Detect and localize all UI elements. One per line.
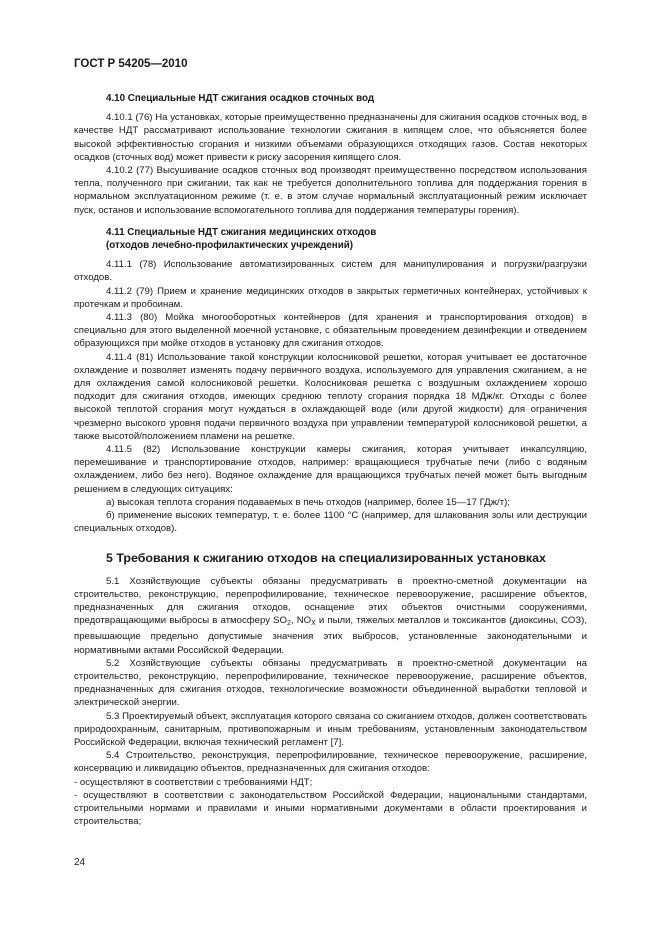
paragraph-5-2: 5.2 Хозяйствующие субъекты обязаны предусматривать в проектно-сметной документации на строительство, реконструкцию, перепрофилирование, техническое перевооружение, расширение объектов, предназначенных для сжигания отходов, технологические возможности объединенной выработки тепловой и электрической энергии. — [74, 657, 587, 709]
paragraph-4-11-1: 4.11.1 (78) Использование автоматизированных систем для манипулирования и погрузки/разгрузки отходов. — [74, 259, 587, 284]
paragraph-4-10-1: 4.10.1 (76) На установках, которые преимущественно предназначены для сжигания осадков сточных вод, в качестве НДТ рассматривают использование технологии сжигания в кипящем слое, что объясняется более высокой эффективностью сгорания и низкими объемами образующихся отходящих газов. Состав некоторых осадков (сточных вод) может привести к риску засорения кипящего слоя. — [74, 112, 587, 163]
paragraph-4-10-2: 4.10.2 (77) Высушивание осадков сточных вод производят преимущественно посредством использования тепла, полученного при сжигании, так как не требуется дополнительного топлива для поддержания горения в нормальном эксплуатационном режиме (т. е. в этом случае нормальный эксплуатационный режим исключает пуск, останов и использование вспомогательного топлива для поддержания температуры горения). — [74, 165, 587, 216]
paragraph-5-4: 5.4 Строительство, реконструкция, перепрофилирование, техническое перевооружение, расширение, консервацию и ликвидацию объектов, предназначенных для сжигания отходов: — [74, 750, 587, 775]
page-number: 24 — [74, 857, 86, 868]
bullet-item-2: - осуществляют в соответствии с законодательством Российской Федерации, национальными стандартами, строительными нормами и правилами и иными нормативными документами в области проектирования и строительства; — [74, 789, 587, 828]
page-body — [74, 92, 587, 828]
section-5-heading: 5 Требования к сжиганию отходов на специализированных установках — [106, 550, 546, 565]
paragraph-5-1-text-b: , NO — [290, 615, 312, 627]
paragraph-4-11-2: 4.11.2 (79) Прием и хранение медицинских отходов в закрытых герметичных контейнерах, устойчивых к протечкам и пробоинам. — [74, 285, 587, 310]
so2-subscript: 2 — [287, 620, 291, 628]
paragraph-5-3: 5.3 Проектируемый объект, эксплуатация которого связана со сжиганием отходов, должен соответствовать природоохранным, санитарным, противопожарным и иным требованиям, установленным законодательством Российской Федерации, включая технический регламент [7]. — [74, 710, 587, 748]
paragraph-5-1 — [74, 575, 587, 657]
nox-subscript: X — [311, 620, 316, 628]
section-4-10-heading: 4.10 Специальные НДТ сжигания осадков сточных вод — [106, 93, 375, 104]
document-code-header: ГОСТ Р 54205—2010 — [74, 58, 188, 70]
section-4-11-heading-line1: 4.11 Специальные НДТ сжигания медицинских отходов — [106, 226, 377, 238]
paragraph-5-1-text-c: и пыли, тяжелых металлов и токсикантов (диоксины, СОЗ), превышающие предельно допустимые значения этих выбросов, установленные законодательными и нормативными актами Российской Федерации. — [74, 615, 587, 656]
paragraph-5-1-text-a: 5.1 Хозяйствующие субъекты обязаны предусматривать в проектно-сметной документации на строительство, реконструкцию, перепрофилирование, техническое перевооружение, расширение объектов, предназначенных для сжигания отходов, оснащение этих объектов очистными сооружениями, предотвращающими выбросы в атмосферу SO — [74, 575, 587, 627]
list-item-a: а) высокая теплота сгорания подаваемых в печь отходов (например, более 15—17 ГДж/т); — [106, 496, 510, 508]
paragraph-4-11-5: 4.11.5 (82) Использование конструкции камеры сжигания, которая учитывает инкапсуляцию, перемешивание и транспортирование отходов, например: вращающиеся трубчатые печи (либо с водяным охлаждением, либо без него). Водяное охлаждение для вращающихся трубчатых печей может быть выгодным решением в следующих ситуациях: — [74, 444, 587, 495]
section-4-11-heading-line2: (отходов лечебно-профилактических учреждений) — [106, 240, 354, 252]
bullet-item-1: - осуществляют в соответствии с требованиями НДТ; — [74, 776, 313, 788]
paragraph-4-11-3: 4.11.3 (80) Мойка многооборотных контейнеров (для хранения и транспортирования отходов) в специально для этого выделенной моечной установке, с обязательным проведением дезинфекции и отведением образующихся при мойке отходов в установку для сжигания отходов. — [74, 312, 587, 350]
paragraph-4-11-4: 4.11.4 (81) Использование такой конструкции колосниковой решетки, которая учитывает ее достаточное охлаждение и позволяет изменять подачу первичного воздуха, используемого для управления сжиганием, а не для охлаждения самой колосниковой решетки. Колосниковая решетка с воздушным охлаждением хорошо подходит для сжигания отходов, имеющих среднюю теплоту сгорания порядка 18 МДж/кг. Отходы с более высокой теплотой сгорания могут нуждаться в охлаждающей воде (или другой жидкости) для ограничения чрезмерно высокого уровня подачи первичного воздуха при управлении температурой колосниковой решетки, а также высотой/положением пламени на решетке. — [74, 351, 587, 442]
section-4-11-heading — [74, 226, 587, 252]
list-item-b: б) применение высоких температур, т. е. более 1100 °С (например, для шлакования золы или деструкции специальных отходов). — [74, 510, 587, 535]
